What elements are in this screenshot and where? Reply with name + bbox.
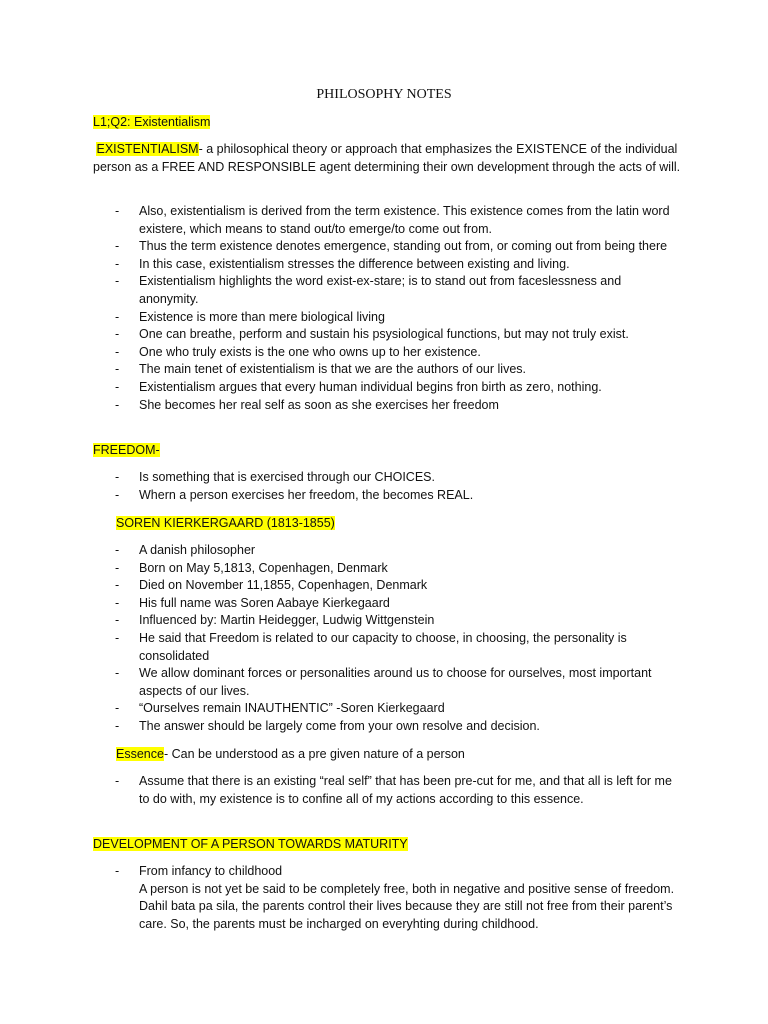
existentialism-term: EXISTENTIALISM (96, 142, 199, 156)
development-heading: DEVELOPMENT OF A PERSON TOWARDS MATURITY (93, 837, 408, 851)
existentialism-definition-text: - a philosophical theory or approach that emphasizes the EXISTENCE of the individual person as a FREE AND RESPONSIBLE agent determining their own development through the acts of will. (93, 142, 681, 174)
essence-list (93, 773, 683, 808)
list-item: - “Ourselves remain INAUTHENTIC” -Soren Kierkegaard (93, 700, 683, 718)
essence-term: Essence (116, 747, 164, 761)
freedom-list (93, 469, 683, 504)
kierkegaard-heading-block (116, 515, 706, 533)
freedom-heading: FREEDOM- (93, 443, 160, 457)
list-item: - Thus the term existence denotes emergence, standing out from, or coming out from being there (93, 238, 683, 256)
list-item: - Is something that is exercised through our CHOICES. (93, 469, 683, 487)
kierkegaard-list (93, 542, 683, 736)
list-item: - Influenced by: Martin Heidegger, Ludwig Wittgenstein (93, 612, 683, 630)
kierkegaard-heading: SOREN KIERKERGAARD (1813-1855) (116, 516, 335, 530)
development-item-title: - From infancy to childhood (139, 864, 283, 878)
existentialism-paragraph (93, 141, 683, 176)
development-heading-block (93, 836, 683, 854)
lesson-heading-block (93, 114, 683, 132)
essence-paragraph (116, 746, 706, 764)
list-item: - His full name was Soren Aabaye Kierkegaard (93, 595, 683, 613)
list-item: - In this case, existentialism stresses the difference between existing and living. (93, 256, 683, 274)
list-item: - She becomes her real self as soon as she exercises her freedom (93, 397, 683, 415)
list-item (93, 863, 683, 933)
list-item: - Existentialism highlights the word exist-ex-stare; is to stand out from faceslessness and anonymity. (93, 273, 683, 308)
list-item: - A danish philosopher (93, 542, 683, 560)
list-item: - He said that Freedom is related to our capacity to choose, in choosing, the personality is consolidated (93, 630, 683, 665)
lesson-heading: L1;Q2: Existentialism (93, 115, 211, 129)
list-item: - The main tenet of existentialism is that we are the authors of our lives. (93, 361, 683, 379)
freedom-heading-block (93, 442, 683, 460)
essence-definition (116, 746, 706, 764)
list-item: - Also, existentialism is derived from the term existence. This existence comes from the latin word existere, which means to stand out/to emerge/to come out from. (93, 203, 683, 238)
list-item: - Whern a person exercises her freedom, the becomes REAL. (93, 487, 683, 505)
list-item: - Existentialism argues that every human individual begins fron birth as zero, nothing. (93, 379, 683, 397)
document-title: PHILOSOPHY NOTES (316, 87, 452, 102)
development-list (93, 863, 683, 933)
existentialism-list (93, 203, 683, 414)
freedom-list-block (93, 469, 683, 504)
list-item: - One who truly exists is the one who owns up to her existence. (93, 344, 683, 362)
development-item-text: A person is not yet be said to be completely free, both in negative and positive sense of freedom. Dahil bata pa sila, the parents control their lives because they are still not free from their parent’s care. So, the parents must be incharged on everyhting during childhood. (139, 881, 675, 931)
existentialism-definition (93, 141, 683, 176)
essence-definition-text: - Can be understood as a pre given nature of a person (163, 747, 465, 761)
list-item: - Existence is more than mere biological living (93, 309, 683, 327)
essence-list-block (93, 773, 683, 808)
list-item: - Assume that there is an existing “real self” that has been pre-cut for me, and that all is left for me to do with, my existence is to confine all of my actions according to this essence. (93, 773, 683, 808)
list-item: - Died on November 11,1855, Copenhagen, Denmark (93, 577, 683, 595)
list-item: - We allow dominant forces or personalities around us to choose for ourselves, most important aspects of our lives. (93, 665, 683, 700)
list-item: - The answer should be largely come from your own resolve and decision. (93, 718, 683, 736)
list-item: - Born on May 5,1813, Copenhagen, Denmark (93, 560, 683, 578)
existentialism-list-block (93, 203, 683, 414)
kierkegaard-list-block (93, 542, 683, 736)
list-item: - One can breathe, perform and sustain his psysiological functions, but may not truly exist. (93, 326, 683, 344)
development-list-block (93, 863, 683, 933)
